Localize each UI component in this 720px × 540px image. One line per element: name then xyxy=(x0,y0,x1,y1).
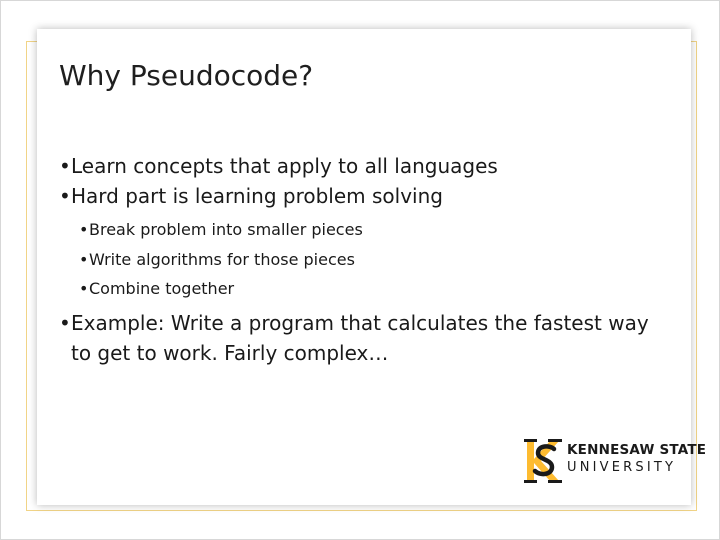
logo-wordmark-line1: KENNESAW STATE xyxy=(567,442,707,458)
bullet-icon: • xyxy=(59,154,71,178)
logo-wordmark-line2: UNIVERSITY xyxy=(567,460,677,475)
bullet-item xyxy=(59,151,659,181)
sub-bullet-text: Combine together xyxy=(89,279,235,298)
bullet-icon: • xyxy=(79,220,89,239)
bullet-icon: • xyxy=(59,310,71,335)
sub-bullet-text: Break problem into smaller pieces xyxy=(89,220,363,239)
sub-bullet-item xyxy=(59,245,659,275)
sub-bullet-text: Write algorithms for those pieces xyxy=(89,249,355,269)
ksu-logo xyxy=(524,435,707,491)
bullet-item xyxy=(59,181,659,211)
bullet-text: Learn concepts that apply to all languages xyxy=(71,154,498,178)
bullet-text: Hard part is learning problem solving xyxy=(71,184,443,208)
bullet-icon: • xyxy=(79,249,89,269)
ksu-monogram-icon xyxy=(524,437,564,485)
sub-bullet-item xyxy=(59,215,659,245)
bullet-icon: • xyxy=(59,184,71,208)
slide-title: Why Pseudocode? xyxy=(59,59,314,92)
sub-bullet-item xyxy=(59,274,659,304)
bullet-item xyxy=(59,308,659,368)
bullet-icon: • xyxy=(79,279,89,298)
bullet-list xyxy=(59,151,659,368)
bullet-text: Example: Write a program that calculates the fastest way to get to work. Fairly complex… xyxy=(71,310,649,365)
